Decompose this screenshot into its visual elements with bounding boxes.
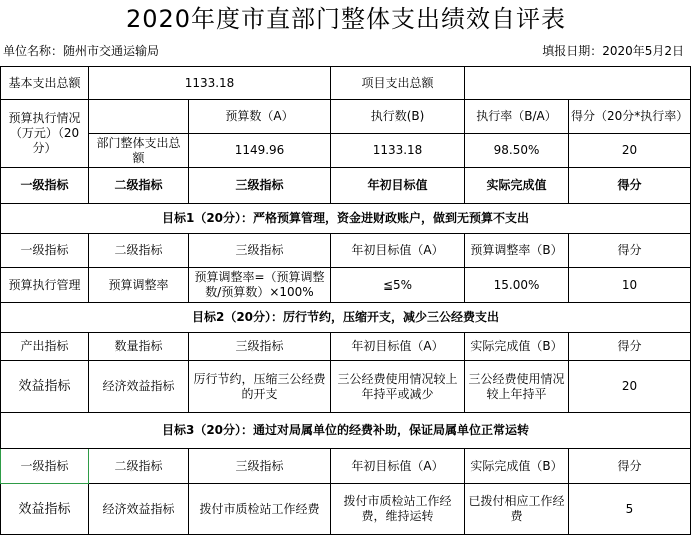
basic-value[interactable]: 1133.18	[89, 67, 331, 100]
goal3-title[interactable]: 目标3（20分）：通过对局属单位的经费补助，保证局属单位正常运转	[1, 413, 691, 449]
header-level3[interactable]: 三级指标	[189, 168, 331, 204]
goal2-title[interactable]: 目标2（20分）：厉行节约，压缩开支，减少三公经费支出	[1, 303, 691, 333]
goal3-header-row	[1, 449, 691, 484]
goal3-v2[interactable]: 经济效益指标	[89, 484, 189, 535]
goal3-h2[interactable]: 二级指标	[89, 449, 189, 484]
goal2-v2[interactable]: 经济效益指标	[89, 361, 189, 413]
goal2-h2[interactable]: 数量指标	[89, 333, 189, 361]
basic-row	[1, 67, 691, 100]
goal2-v4[interactable]: 三公经费使用情况较上年持平或减少	[331, 361, 465, 413]
main-header-row	[1, 168, 691, 204]
exec-score[interactable]: 20	[569, 134, 691, 168]
goal2-h5[interactable]: 实际完成值（B）	[465, 333, 569, 361]
goal3-h1[interactable]: 一级指标	[1, 449, 89, 484]
exec-h-rate[interactable]: 执行率（B/A）	[465, 100, 569, 134]
evaluation-table	[0, 66, 691, 535]
project-value[interactable]	[465, 67, 691, 100]
goal1-v5[interactable]: 15.00%	[465, 268, 569, 303]
goal1-title[interactable]: 目标1（20分）：严格预算管理，资金进财政账户，做到无预算不支出	[1, 204, 691, 234]
goal3-v5[interactable]: 已拨付相应工作经费	[465, 484, 569, 535]
goal2-v1[interactable]: 效益指标	[1, 361, 89, 413]
goal1-h1[interactable]: 一级指标	[1, 234, 89, 268]
goal1-h3[interactable]: 三级指标	[189, 234, 331, 268]
goal1-v1[interactable]: 预算执行管理	[1, 268, 89, 303]
goal2-h3[interactable]: 三级指标	[189, 333, 331, 361]
goal2-h1[interactable]: 产出指标	[1, 333, 89, 361]
goal2-h6[interactable]: 得分	[569, 333, 691, 361]
unit-name: 单位名称：随州市交通运输局	[3, 44, 160, 58]
goal2-h4[interactable]: 年初目标值（A）	[331, 333, 465, 361]
goal2-header-row	[1, 333, 691, 361]
goal3-h4[interactable]: 年初目标值（A）	[331, 449, 465, 484]
header-target[interactable]: 年初目标值	[331, 168, 465, 204]
project-label[interactable]: 项目支出总额	[331, 67, 465, 100]
goal1-header-row	[1, 234, 691, 268]
goal3-v6[interactable]: 5	[569, 484, 691, 535]
exec-executed[interactable]: 1133.18	[331, 134, 465, 168]
goal3-h6[interactable]: 得分	[569, 449, 691, 484]
goal1-v4[interactable]: ≦5%	[331, 268, 465, 303]
goal1-v2[interactable]: 预算调整率	[89, 268, 189, 303]
header-level1[interactable]: 一级指标	[1, 168, 89, 204]
fill-date: 填报日期：2020年5月2日	[542, 44, 684, 58]
page-title: 2020年度市直部门整体支出绩效自评表	[125, 5, 567, 33]
exec-rate[interactable]: 98.50%	[465, 134, 569, 168]
exec-blank[interactable]	[89, 100, 189, 134]
basic-label[interactable]: 基本支出总额	[1, 67, 89, 100]
goal1-h5[interactable]: 预算调整率（B）	[465, 234, 569, 268]
goal2-value-row	[1, 361, 691, 413]
goal3-v1[interactable]: 效益指标	[1, 484, 89, 535]
header-actual[interactable]: 实际完成值	[465, 168, 569, 204]
goal1-value-row	[1, 268, 691, 303]
exec-h-score[interactable]: 得分（20分*执行率）	[569, 100, 691, 134]
exec-header-row	[1, 100, 691, 134]
goal3-v4[interactable]: 拨付市质检站工作经费，维持运转	[331, 484, 465, 535]
goal3-h3[interactable]: 三级指标	[189, 449, 331, 484]
exec-budget[interactable]: 1149.96	[189, 134, 331, 168]
goal1-h4[interactable]: 年初目标值（A）	[331, 234, 465, 268]
exec-label[interactable]: 预算执行情况（万元）（20分）	[1, 100, 89, 168]
exec-value-row	[1, 134, 691, 168]
goal3-value-row	[1, 484, 691, 535]
header-level2[interactable]: 二级指标	[89, 168, 189, 204]
goal1-h2[interactable]: 二级指标	[89, 234, 189, 268]
goal1-title-row	[1, 204, 691, 234]
goal1-v3[interactable]: 预算调整率=（预算调整数/预算数）×100%	[189, 268, 331, 303]
goal3-h5[interactable]: 实际完成值（B）	[465, 449, 569, 484]
exec-h-budget[interactable]: 预算数（A）	[189, 100, 331, 134]
goal1-v6[interactable]: 10	[569, 268, 691, 303]
goal3-title-row	[1, 413, 691, 449]
header-score[interactable]: 得分	[569, 168, 691, 204]
goal2-v6[interactable]: 20	[569, 361, 691, 413]
goal2-v5[interactable]: 三公经费使用情况较上年持平	[465, 361, 569, 413]
goal3-v3[interactable]: 拨付市质检站工作经费	[189, 484, 331, 535]
exec-h-exec[interactable]: 执行数(B)	[331, 100, 465, 134]
goal1-h6[interactable]: 得分	[569, 234, 691, 268]
goal2-title-row	[1, 303, 691, 333]
exec-item[interactable]: 部门整体支出总额	[89, 134, 189, 168]
goal2-v3[interactable]: 厉行节约，压缩三公经费的开支	[189, 361, 331, 413]
